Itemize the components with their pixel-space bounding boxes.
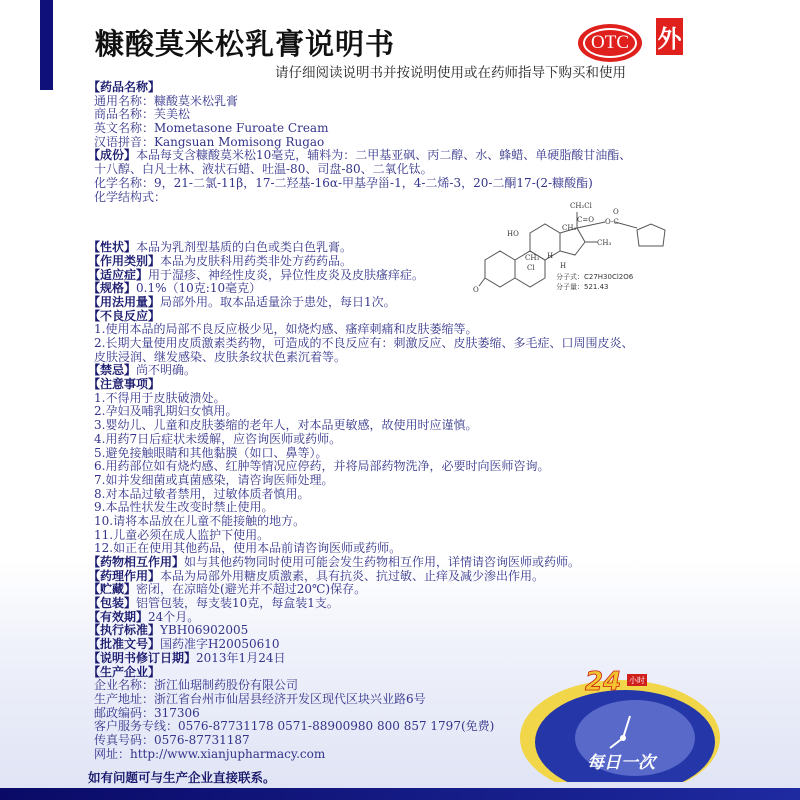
- section-text: 6.用药部位如有烧灼感、红肿等情况应停药，并将局部药物洗净，必要时向医师咨询。: [94, 459, 550, 474]
- section-text: 2.长期大量使用皮质激素类药物，可造成的不良反应有：刺激反应、皮肤萎缩、多毛症、口周围皮炎、: [94, 336, 634, 350]
- section-text: 汉语拼音：Kangsuan Momisong Rugao: [94, 134, 325, 149]
- section-text: 传真号码：0576-87731187: [94, 732, 250, 747]
- section-text: 国药准字H20050610: [160, 637, 280, 652]
- structure-label: CH₂Cl: [570, 202, 592, 210]
- section-label: 【药理作用】: [88, 568, 161, 583]
- section-label: 【药物相互作用】: [88, 555, 185, 569]
- leaflet-line: [88, 460, 738, 474]
- bottom-band: [0, 788, 800, 800]
- section-text: 10.请将本品放在儿童不能接触的地方。: [94, 513, 306, 528]
- badge-unit: 小时: [629, 676, 645, 685]
- section-label: 【有效期】: [88, 609, 149, 624]
- section-label: 【批准文号】: [88, 637, 161, 652]
- leaflet-line: [88, 474, 738, 488]
- section-text: 9.本品性状发生改变时禁止使用。: [94, 500, 274, 515]
- leaflet-line: [88, 515, 738, 529]
- section-text: 局部外用。取本品适量涂于患处，每日1次。: [160, 294, 396, 309]
- section-label: 【注意事项】: [88, 377, 161, 392]
- section-text: 化学结构式：: [94, 189, 167, 204]
- section-label: 【用法用量】: [88, 294, 161, 309]
- leaflet-line: [88, 323, 738, 337]
- section-text: 2013年1月24日: [196, 650, 286, 665]
- structure-label: CH₃: [525, 254, 540, 262]
- section-label: 【禁忌】: [88, 363, 137, 378]
- section-text: 商品名称：芙美松: [94, 107, 191, 122]
- section-text: 8.对本品过敏者禁用，过敏体质者慎用。: [94, 486, 310, 501]
- section-label: 【药品名称】: [88, 80, 161, 94]
- structure-label: CH₃: [597, 239, 612, 247]
- section-text: 生产地址：浙江省台州市仙居县经济开发区现代区块兴业路6号: [94, 691, 426, 706]
- structure-label: O: [473, 286, 479, 294]
- header-accent-bar: [40, 0, 53, 90]
- section-label: 【规格】: [88, 281, 137, 296]
- section-label: 【性状】: [88, 240, 137, 255]
- structure-label: Cl: [527, 264, 535, 272]
- molecular-weight: 分子量：521.43: [556, 283, 609, 291]
- leaflet-line: [88, 501, 738, 515]
- drug-name-section: [88, 81, 738, 204]
- external-use-badge: 外: [656, 18, 683, 55]
- once-daily-clock-badge: [505, 662, 725, 782]
- section-text: 通用名称：糠酸莫米松乳膏: [94, 93, 239, 108]
- section-text: 11.儿童必须在成人监护下使用。: [94, 527, 270, 542]
- structure-label: O-C: [605, 218, 619, 226]
- section-label: 【说明书修订日期】: [88, 650, 197, 665]
- structure-label: CH₃: [562, 224, 577, 232]
- section-text: 7.如并发细菌或真菌感染，请咨询医师处理。: [94, 472, 334, 487]
- structure-label: HO: [507, 230, 519, 238]
- section-text: 铝管包装，每支装10克，每盒装1支。: [136, 596, 339, 611]
- section-label: 【适应症】: [88, 267, 149, 282]
- section-text: 2.孕妇及哺乳期妇女慎用。: [94, 404, 238, 419]
- leaflet-line: [88, 163, 738, 177]
- molecular-formula: [556, 272, 633, 292]
- leaflet-line: [88, 177, 738, 191]
- leaflet-line: [88, 108, 738, 122]
- leaflet-line: [88, 542, 738, 556]
- section-label: 【贮藏】: [88, 582, 137, 597]
- section-text: 3.婴幼儿、儿童和皮肤萎缩的老年人，对本品更敏感，故使用时应谨慎。: [94, 418, 478, 433]
- section-heading-line: [88, 556, 738, 570]
- section-text: 12.如正在使用其他药品，使用本品前请咨询医师或药师。: [94, 541, 402, 556]
- section-heading-line: [88, 378, 738, 392]
- section-text: 尚不明确。: [136, 363, 197, 378]
- section-label: 【作用类别】: [88, 253, 161, 268]
- formula-text: 分子式：C27H30Cl2O6: [556, 273, 634, 281]
- section-heading-line: [88, 583, 738, 597]
- section-text: 本品为乳剂型基质的白色或类白色乳膏。: [136, 240, 353, 255]
- section-text: 5.避免接触眼睛和其他黏膜（如口、鼻等）。: [94, 445, 328, 460]
- leaflet-line: [88, 122, 738, 136]
- section-label: 【成份】: [88, 148, 137, 163]
- section-text: 邮政编码：317306: [94, 705, 200, 720]
- section-text: 1.不得用于皮肤破溃处。: [94, 390, 226, 405]
- contact-note: 如有问题可与生产企业直接联系。: [88, 770, 276, 786]
- section-text: 化学名称：9，21-二氯-11β，17-二羟基-16α-甲基孕甾-1，4-二烯-3，20-二酮17-(2-糠酸酯): [94, 175, 593, 190]
- leaflet-line: [88, 419, 738, 433]
- section-text: 1.使用本品的局部不良反应极少见，如烧灼感、瘙痒刺痛和皮肤萎缩等。: [94, 322, 478, 337]
- badge-slogan: 每日一次: [587, 753, 655, 773]
- section-label: 【生产企业】: [88, 664, 161, 679]
- otc-badge: [578, 24, 642, 62]
- section-text: 企业名称：浙江仙琚制药股份有限公司: [94, 678, 299, 693]
- section-heading-line: [88, 364, 738, 378]
- section-heading-line: [88, 597, 738, 611]
- section-text: 本品为局部外用糖皮质激素，具有抗炎、抗过敏、止痒及减少渗出作用。: [160, 568, 545, 583]
- section-text: 用于湿疹、神经性皮炎，异位性皮炎及皮肤瘙痒症。: [148, 267, 425, 282]
- section-text: 24个月。: [148, 609, 200, 624]
- section-text: 本品每支含糠酸莫米松10毫克，辅料为：二甲基亚砜、丙二醇、水、蜂蜡、单硬脂酸甘油酯、: [136, 148, 632, 163]
- page-title: 糠酸莫米松乳膏说明书: [95, 27, 396, 61]
- structure-label: O: [613, 208, 619, 216]
- structure-label: H: [560, 262, 567, 270]
- section-text: 0.1%（10克:10毫克）: [136, 281, 262, 296]
- section-text: 本品为皮肤科用药类非处方药药品。: [160, 253, 353, 268]
- section-text: 十八醇、白凡士林、液状石蜡、吐温-80、司盘-80、二氧化钛。: [94, 162, 433, 177]
- section-text: YBH06902005: [160, 623, 249, 638]
- badge-number: 24: [585, 667, 622, 697]
- section-text: 皮肤浸润、继发感染、皮肤条纹状色素沉着等。: [94, 349, 347, 364]
- section-text: 4.用药7日后症状未缓解，应咨询医师或药师。: [94, 431, 342, 446]
- structure-label: C=O: [577, 216, 594, 224]
- section-heading-line: [88, 81, 738, 95]
- section-text: 网址：http://www.xianjupharmacy.com: [94, 746, 326, 761]
- section-text: 英文名称：Mometasone Furoate Cream: [94, 121, 329, 136]
- section-text: 如与其他药物同时使用可能会发生药物相互作用，详情请咨询医师或药师。: [184, 555, 581, 569]
- leaflet-line: [88, 433, 738, 447]
- section-text: 客户服务专线：0576-87731178 0571-88900980 800 857 1797(免费): [94, 719, 495, 734]
- section-label: 【包装】: [88, 596, 137, 611]
- leaflet-line: [88, 337, 738, 351]
- structure-label: H: [547, 252, 554, 260]
- section-label: 【不良反应】: [88, 308, 161, 323]
- otc-badge-label: OTC: [583, 28, 637, 58]
- section-heading-line: [88, 638, 738, 652]
- section-label: 【执行标准】: [88, 623, 161, 638]
- page-subtitle: 请仔细阅读说明书并按说明使用或在药师指导下购买和使用: [275, 65, 626, 81]
- section-text: 密闭，在凉暗处(避光并不超过20℃)保存。: [136, 582, 367, 597]
